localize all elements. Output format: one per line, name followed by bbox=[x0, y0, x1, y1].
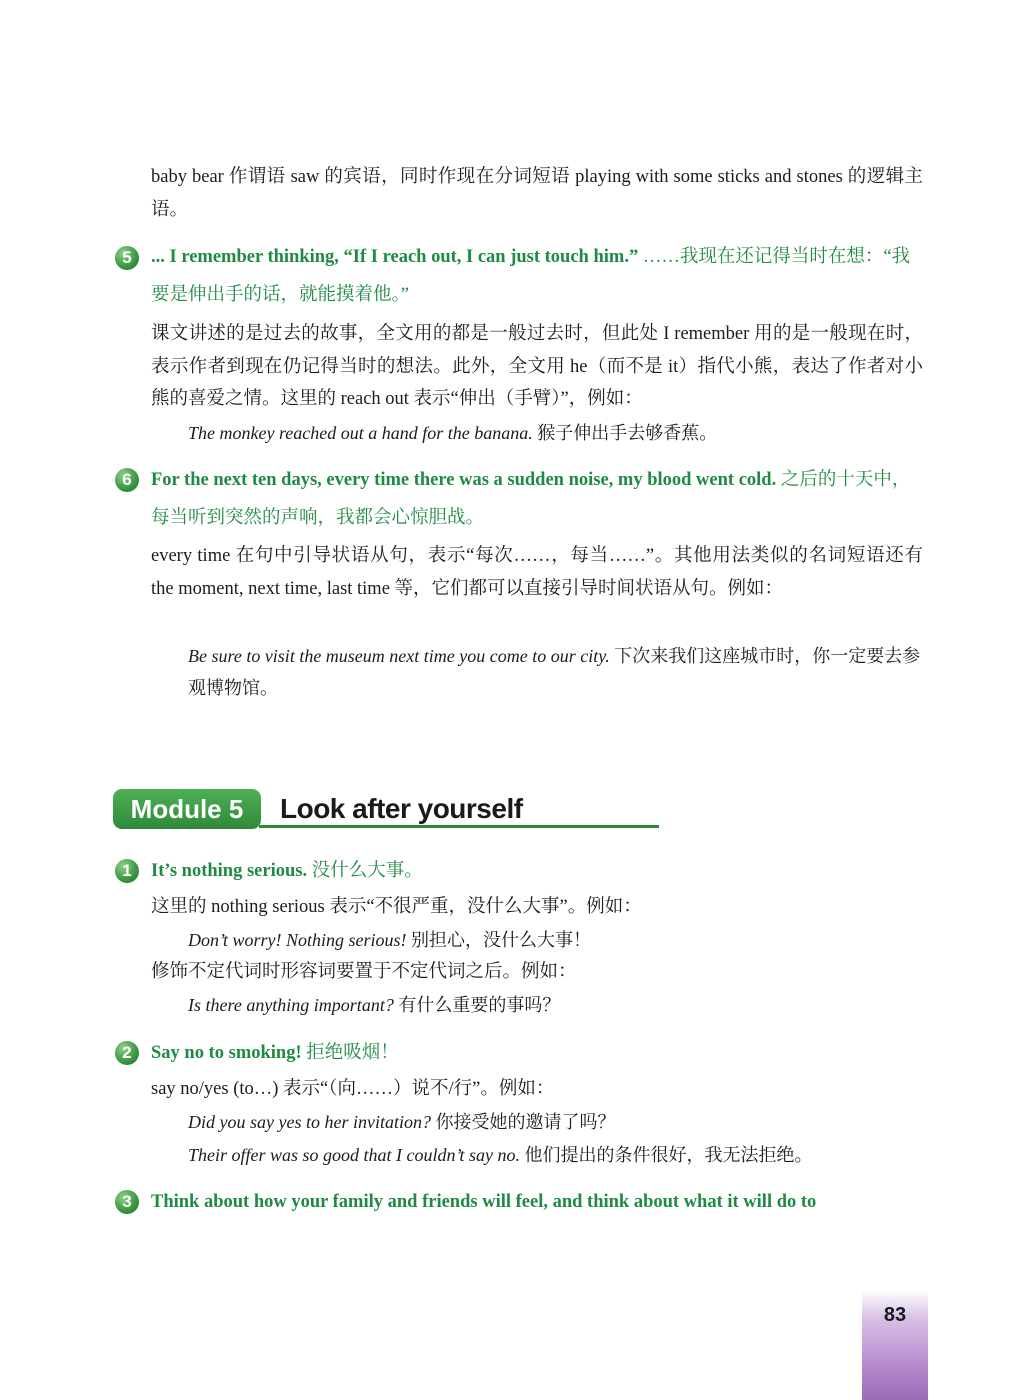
item5-heading-en: ... I remember thinking, “If I reach out, I can just touch him.” bbox=[151, 247, 639, 267]
m5-item1-heading bbox=[151, 852, 923, 890]
m5-item1-note: 这里的 nothing serious 表示“不很严重，没什么大事”。例如： bbox=[151, 897, 642, 917]
item-number-badge: 2 bbox=[115, 1041, 139, 1065]
m5-item2-example2-en: Their offer was so good that I couldn’t say no. bbox=[188, 1145, 520, 1165]
item6-heading-en: For the next ten days, every time there was a sudden noise, my blood went cold. bbox=[151, 470, 777, 490]
m5-item1-note2: 修饰不定代词时形容词要置于不定代词之后。例如： bbox=[151, 962, 577, 982]
item-number-badge: 3 bbox=[115, 1190, 139, 1214]
m5-item1-example2 bbox=[188, 989, 923, 1021]
m5-item1-example-en: Don’t worry! Nothing serious! bbox=[188, 930, 407, 950]
page-number: 83 bbox=[883, 1304, 907, 1326]
item6-heading bbox=[151, 461, 923, 537]
m5-item1-example2-zh: 有什么重要的事吗？ bbox=[393, 995, 561, 1015]
item5-note: 课文讲述的是过去的故事，全文用的都是一般过去时，但此处 I remember 用的是一般现在时，表示作者到现在仍记得当时的想法。此外，全文用 he（而不是 it）指代小熊，表达了作者对小熊的喜爱之情。这里的 reach out 表示“伸出（手臂）”，例如： bbox=[151, 324, 923, 409]
m5-item1-example2-en: Is there anything important? bbox=[188, 995, 394, 1015]
item5-example-zh: 猴子伸出手去够香蕉。 bbox=[532, 423, 718, 443]
item6-example bbox=[188, 640, 923, 704]
item5-example bbox=[188, 417, 923, 449]
module-badge: Module 5 bbox=[113, 789, 261, 829]
item6-example-en: Be sure to visit the museum next time you come to our city. bbox=[188, 646, 610, 666]
m5-item1-heading-zh: 没什么大事。 bbox=[307, 861, 423, 881]
item6-heading-zh: 之后的十天中，每当听到突然的声响，我都会心惊胆战。 bbox=[151, 470, 911, 528]
module-title: Look after yourself bbox=[280, 793, 523, 824]
item5-heading bbox=[151, 238, 923, 314]
m5-item2-example2-zh: 他们提出的条件很好，我无法拒绝。 bbox=[520, 1145, 813, 1165]
item-number-badge: 1 bbox=[115, 859, 139, 883]
item-number-badge: 6 bbox=[115, 468, 139, 492]
module-heading bbox=[113, 789, 659, 829]
m5-item2-example2 bbox=[188, 1139, 923, 1171]
m5-item1-example bbox=[188, 924, 923, 956]
page-number-tab bbox=[862, 1290, 928, 1400]
m5-item1-heading-en: It’s nothing serious. bbox=[151, 861, 308, 881]
item6-example-zh: 下次来我们这座城市时，你一定要去参观博物馆。 bbox=[188, 646, 921, 698]
m5-item2-example-en: Did you say yes to her invitation? bbox=[188, 1112, 431, 1132]
m5-item2-heading-en: Say no to smoking! bbox=[151, 1043, 302, 1063]
m5-item3-heading-en: Think about how your family and friends will feel, and think about what it will do to bbox=[151, 1192, 817, 1212]
m5-item2-note: say no/yes (to…) 表示“（向……）说不/行”。例如： bbox=[151, 1079, 555, 1099]
item5-example-en: The monkey reached out a hand for the banana. bbox=[188, 423, 533, 443]
item6-note: every time 在句中引导状语从句，表示“每次……，每当……”。其他用法类似的名词短语还有 the moment, next time, last time 等，它们都可以直接引导时间状语从句。例如： bbox=[151, 546, 923, 599]
m5-item2-heading-zh: 拒绝吸烟！ bbox=[301, 1043, 399, 1063]
item5-heading-zh: ……我现在还记得当时在想：“我要是伸出手的话，就能摸着他。” bbox=[151, 247, 911, 305]
item-number-badge: 5 bbox=[115, 246, 139, 270]
m5-item2-example-zh: 你接受她的邀请了吗？ bbox=[430, 1112, 616, 1132]
m5-item3-heading bbox=[151, 1183, 923, 1221]
m5-item2-example bbox=[188, 1106, 923, 1138]
m5-item1-example-zh: 别担心，没什么大事！ bbox=[406, 930, 592, 950]
intro-paragraph: baby bear 作谓语 saw 的宾语，同时作现在分词短语 playing with some sticks and stones 的逻辑主语。 bbox=[151, 167, 923, 220]
m5-item2-heading bbox=[151, 1034, 923, 1072]
